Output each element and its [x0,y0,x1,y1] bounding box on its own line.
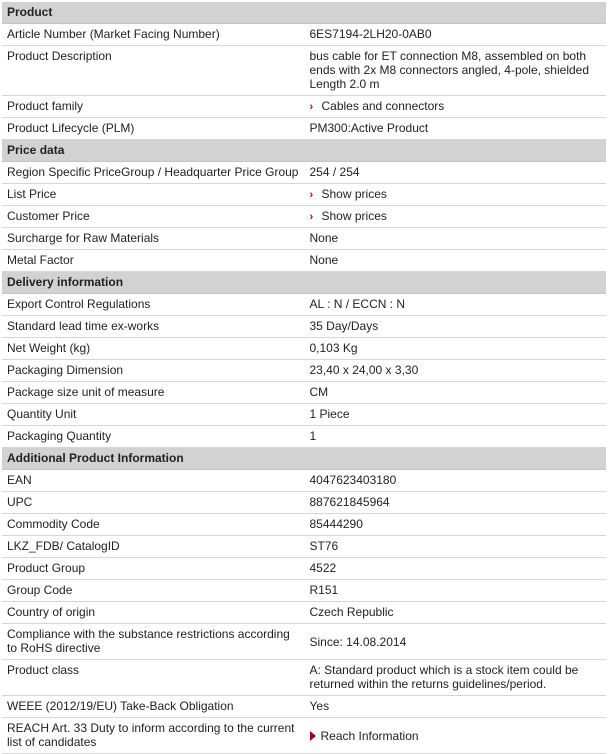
section-header-additional [2,448,606,470]
row-customer-price [2,206,606,228]
value-lead-time: 35 Day/Days [304,316,606,338]
value-list-price [304,184,606,206]
row-metal-factor [2,250,606,272]
customer-price-link-text: Show prices [321,209,387,223]
label-weee: WEEE (2012/19/EU) Take-Back Obligation [2,696,304,718]
row-product-family [2,96,606,118]
row-packaging-dimension [2,360,606,382]
row-product-lifecycle [2,118,606,140]
row-country-origin [2,602,606,624]
label-metal-factor: Metal Factor [2,250,304,272]
value-package-unit: CM [304,382,606,404]
reach-information-link-text: Reach Information [320,729,419,743]
section-title-product: Product [2,2,606,24]
product-family-link[interactable] [310,99,445,113]
value-reach [304,718,606,754]
section-title-delivery: Delivery information [2,272,606,294]
label-package-unit: Package size unit of measure [2,382,304,404]
section-header-price-data [2,140,606,162]
value-packaging-dimension: 23,40 x 24,00 x 3,30 [304,360,606,382]
label-net-weight: Net Weight (kg) [2,338,304,360]
section-title-price-data: Price data [2,140,606,162]
row-quantity-unit [2,404,606,426]
value-region-price-group: 254 / 254 [304,162,606,184]
value-commodity-code: 85444290 [304,514,606,536]
value-product-group: 4522 [304,558,606,580]
section-header-product [2,2,606,24]
triangle-right-icon [310,731,316,741]
label-upc: UPC [2,492,304,514]
label-rohs: Compliance with the substance restrictions according to RoHS directive [2,624,304,660]
value-product-family [304,96,606,118]
chevron-right-icon: › [309,101,314,113]
product-family-link-text: Cables and connectors [321,99,445,113]
row-region-price-group [2,162,606,184]
row-ean [2,470,606,492]
label-reach: REACH Art. 33 Duty to inform according to the current list of candidates [2,718,304,754]
label-catalog-id: LKZ_FDB/ CatalogID [2,536,304,558]
row-packaging-quantity [2,426,606,448]
product-data-table [2,2,606,754]
value-weee: Yes [304,696,606,718]
label-ean: EAN [2,470,304,492]
row-net-weight [2,338,606,360]
row-product-group [2,558,606,580]
row-reach [2,718,606,754]
customer-price-show-link[interactable] [310,209,387,223]
label-product-description: Product Description [2,46,304,96]
label-surcharge: Surcharge for Raw Materials [2,228,304,250]
row-rohs [2,624,606,660]
value-rohs: Since: 14.08.2014 [304,624,606,660]
row-upc [2,492,606,514]
value-product-lifecycle: PM300:Active Product [304,118,606,140]
row-lead-time [2,316,606,338]
label-article-number: Article Number (Market Facing Number) [2,24,304,46]
label-country-origin: Country of origin [2,602,304,624]
row-product-description [2,46,606,96]
value-net-weight: 0,103 Kg [304,338,606,360]
value-ean: 4047623403180 [304,470,606,492]
value-export-control: AL : N / ECCN : N [304,294,606,316]
row-package-unit [2,382,606,404]
label-customer-price: Customer Price [2,206,304,228]
label-region-price-group: Region Specific PriceGroup / Headquarter Price Group [2,162,304,184]
value-country-origin: Czech Republic [304,602,606,624]
row-commodity-code [2,514,606,536]
row-surcharge [2,228,606,250]
label-packaging-dimension: Packaging Dimension [2,360,304,382]
section-title-additional: Additional Product Information [2,448,606,470]
label-export-control: Export Control Regulations [2,294,304,316]
reach-information-link[interactable] [310,729,419,743]
value-catalog-id: ST76 [304,536,606,558]
value-surcharge: None [304,228,606,250]
row-product-class [2,660,606,696]
row-export-control [2,294,606,316]
label-lead-time: Standard lead time ex-works [2,316,304,338]
row-group-code [2,580,606,602]
label-commodity-code: Commodity Code [2,514,304,536]
list-price-link-text: Show prices [321,187,387,201]
label-product-class: Product class [2,660,304,696]
chevron-right-icon: › [309,189,314,201]
label-product-group: Product Group [2,558,304,580]
row-catalog-id [2,536,606,558]
row-weee [2,696,606,718]
label-packaging-quantity: Packaging Quantity [2,426,304,448]
value-customer-price [304,206,606,228]
value-metal-factor: None [304,250,606,272]
label-list-price: List Price [2,184,304,206]
label-group-code: Group Code [2,580,304,602]
value-product-description: bus cable for ET connection M8, assembled on both ends with 2x M8 connectors angled, 4-pole, shielded Length 2.0 m [304,46,606,96]
value-product-class: A: Standard product which is a stock item could be returned within the returns guidelines/period. [304,660,606,696]
label-quantity-unit: Quantity Unit [2,404,304,426]
row-article-number [2,24,606,46]
chevron-right-icon: › [309,211,314,223]
value-upc: 887621845964 [304,492,606,514]
label-product-lifecycle: Product Lifecycle (PLM) [2,118,304,140]
value-quantity-unit: 1 Piece [304,404,606,426]
section-header-delivery [2,272,606,294]
label-product-family: Product family [2,96,304,118]
value-group-code: R151 [304,580,606,602]
value-packaging-quantity: 1 [304,426,606,448]
value-article-number: 6ES7194-2LH20-0AB0 [304,24,606,46]
row-list-price [2,184,606,206]
list-price-show-link[interactable] [310,187,387,201]
